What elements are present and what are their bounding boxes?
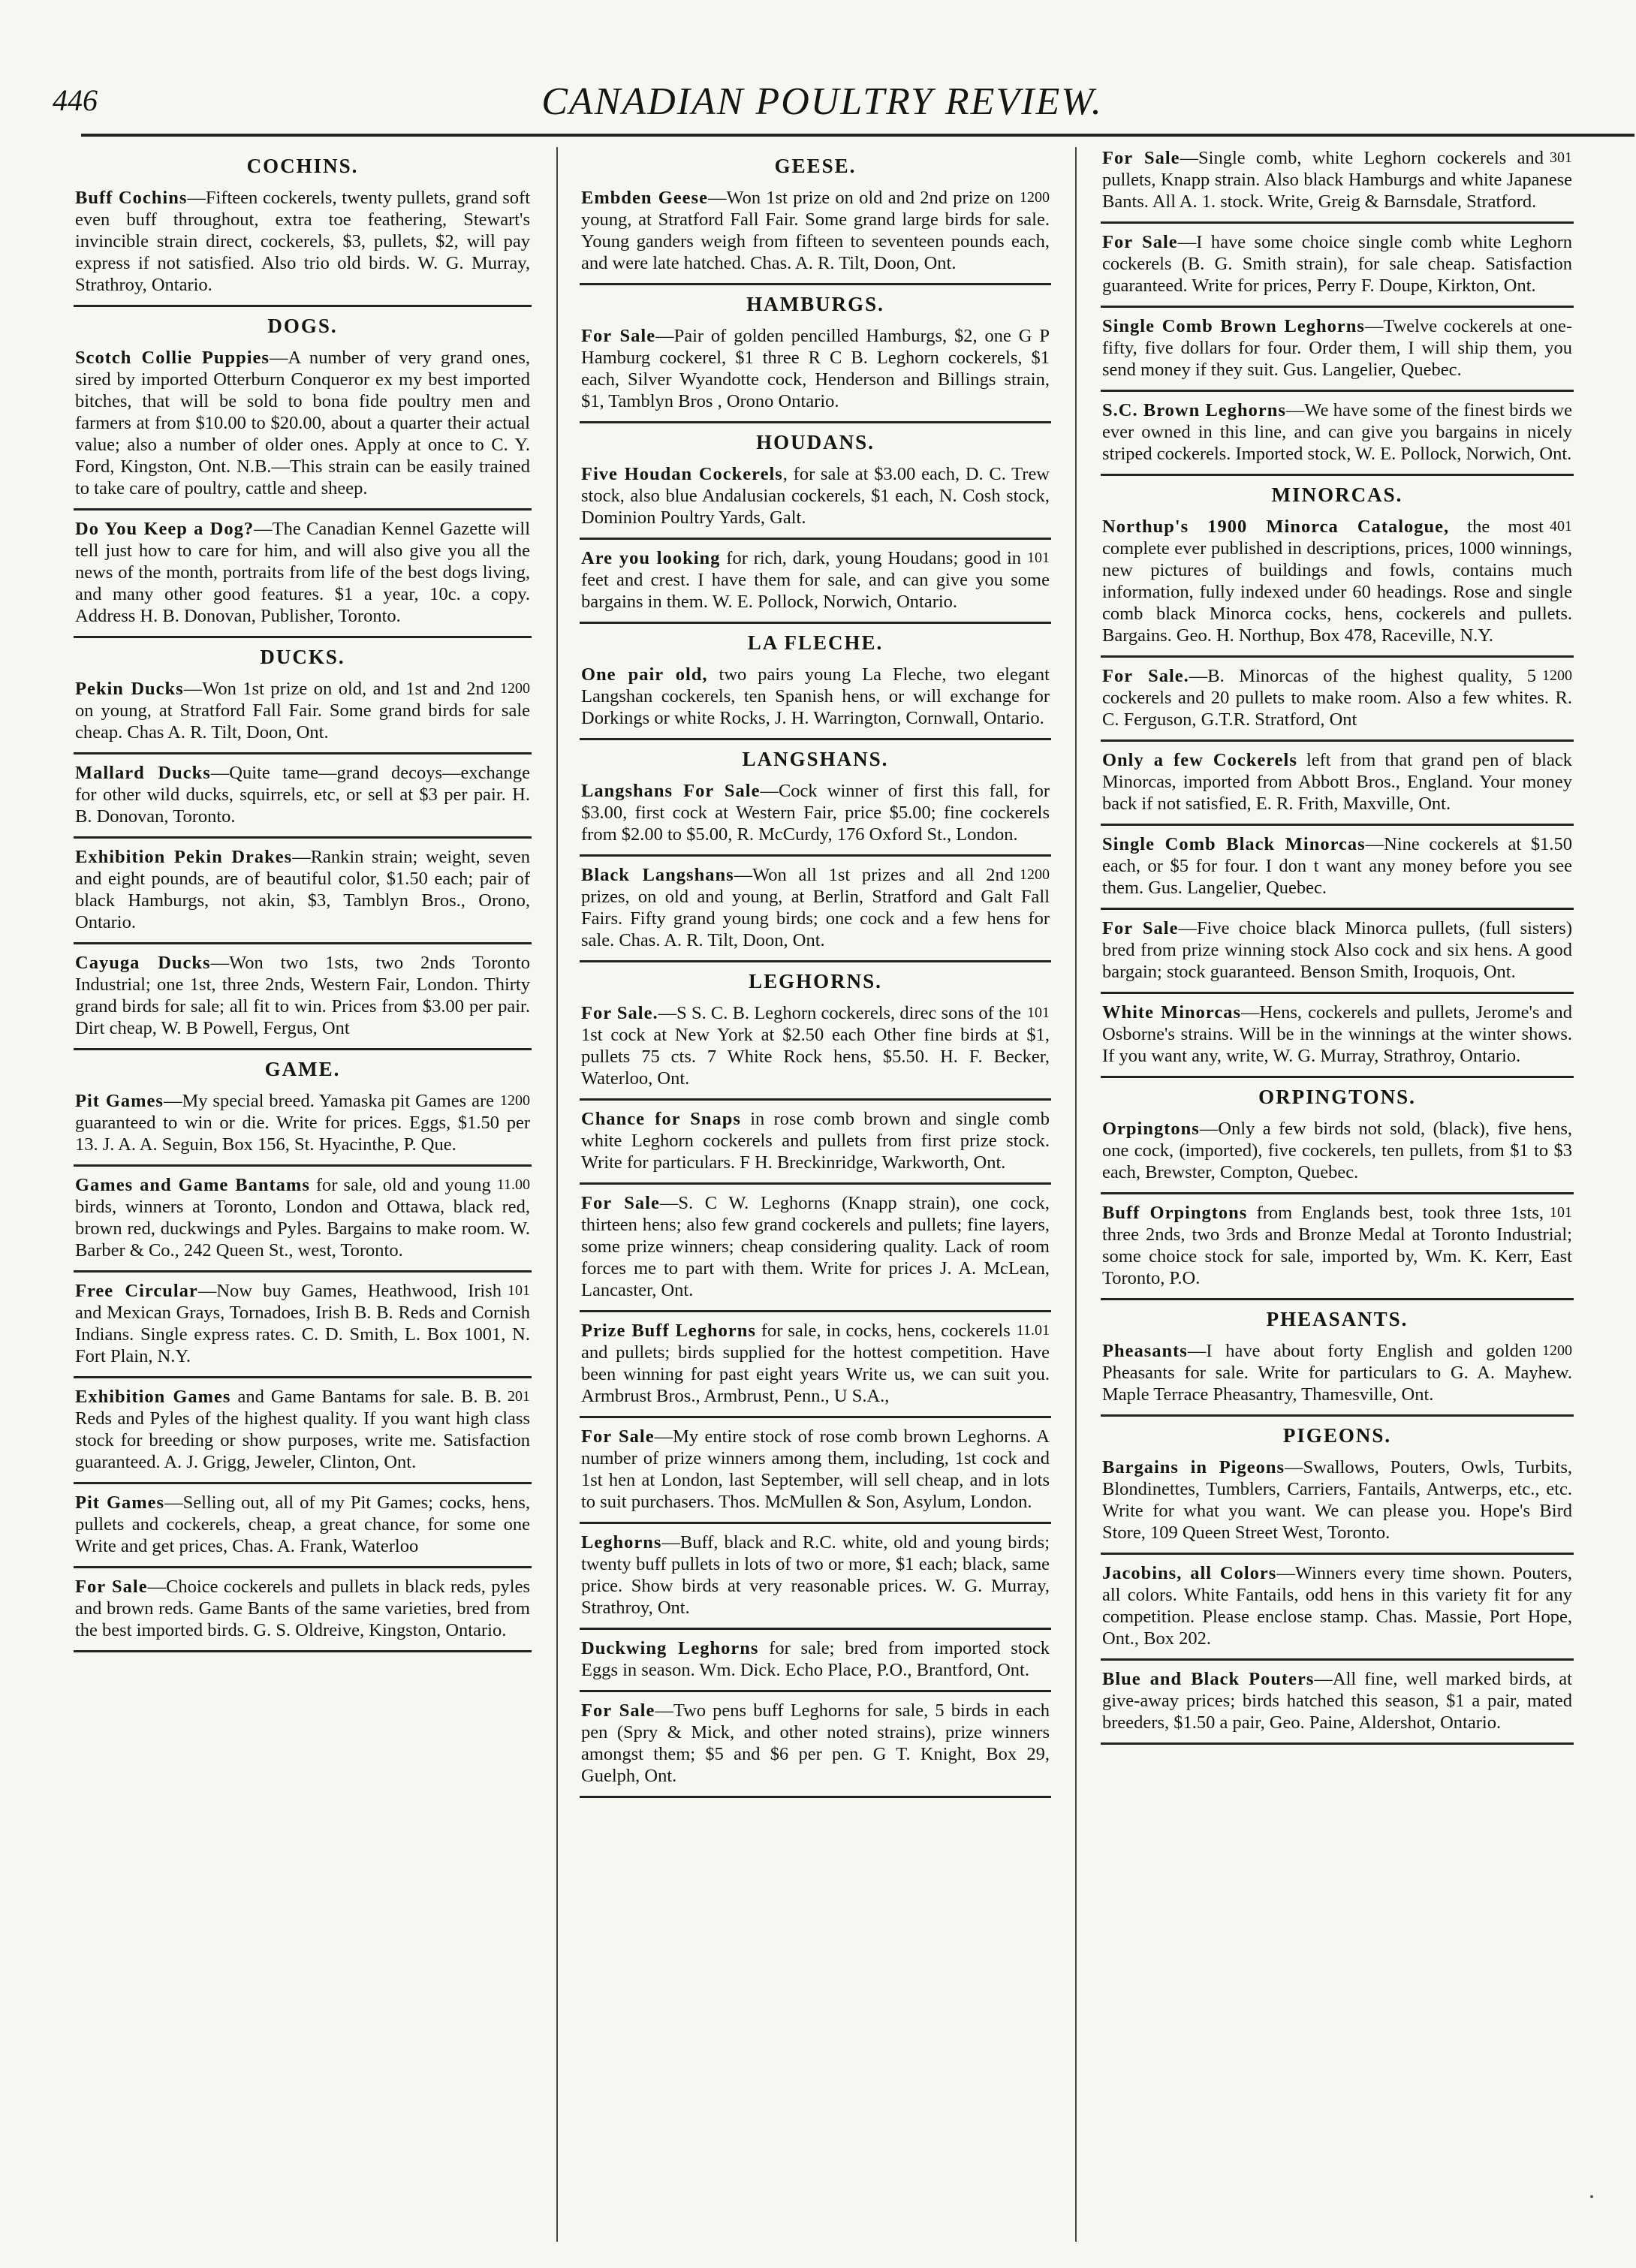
section-heading: DOGS.	[267, 315, 338, 337]
classified-ad	[74, 678, 532, 754]
ad-code: 101	[1550, 1204, 1572, 1221]
ad-title: Orpingtons	[1102, 1119, 1200, 1139]
ad-title: One pair old,	[581, 664, 708, 685]
classified-ad	[74, 1386, 532, 1484]
classified-ad	[580, 1108, 1051, 1185]
ad-title: Do You Keep a Dog?	[75, 519, 255, 539]
ad-title: Five Houdan Cockerels	[581, 464, 783, 484]
ad-code: 1200	[500, 680, 530, 697]
classified-ad	[74, 1174, 532, 1273]
ad-body: —Won two 1sts, two 2nds Toronto Industrial; one 1st, three 2nds, Western Fair, London. Thirty grand birds for sale; all fit to win. Prices from $3.00 per pair. Dirt cheap, W. B Powell, Fergus, Ont	[75, 953, 530, 1038]
ad-body: —Two pens buff Leghorns for sale, 5 birds in each pen (Spry & Mick, and other noted strains), prize winners amongst them; $5 and $6 per pen. G T. Knight, Box 29, Guelph, Ont.	[581, 1700, 1050, 1786]
ad-body: —Buff, black and R.C. white, old and young birds; twenty buff pullets in lots of two or more, $1 each; black, same price. Show birds at very reasonable prices. W. G. Murray, Strathroy, Ont.	[581, 1532, 1050, 1618]
ad-title: Chance for Snaps	[581, 1109, 741, 1129]
column-right	[1101, 147, 1574, 2249]
classified-ad	[1101, 516, 1574, 658]
ad-title: Mallard Ducks	[75, 763, 211, 783]
ad-body: from Englands best, took three 1sts, three 2nds, two 3rds and Bronze Medal at Toronto Industrial; some choice stock for sale, imported by, Wm. K. Kerr, East Toronto, P.O.	[1102, 1203, 1572, 1288]
ad-title: Exhibition Games	[75, 1387, 231, 1407]
classified-ad	[1101, 1456, 1574, 1555]
classified-ad	[1101, 147, 1574, 224]
column-left	[74, 147, 532, 2249]
classified-ad	[74, 762, 532, 839]
ad-body: —Winners every time shown. Pouters, all colors. White Fantails, odd hens in this variety fit for any competition. Please enclose stamp. Chas. Massie, Port Hope, Ont., Box 202.	[1102, 1563, 1572, 1649]
ad-title: Cayuga Ducks	[75, 953, 211, 973]
ad-body: —Quite tame—grand decoys—exchange for other wild ducks, squirrels, etc, or sell at $3 per pair. H. B. Donovan, Toronto.	[75, 763, 531, 827]
classified-ad	[1101, 1118, 1574, 1194]
ad-body: —The Canadian Kennel Gazette will tell just how to care for him, and will also give you all the news of the month, portraits from life of the best dogs living, and many other good features. $1 a year, 10c. a copy. Address H. B. Donovan, Publisher, Toronto.	[75, 519, 531, 626]
ad-title: Langshans For Sale	[581, 781, 761, 801]
ad-body: —Twelve cockerels at one-fifty, five dollars for four. Order them, I will ship them, you send money if they suit. Gus. Langelier, Quebec.	[1102, 316, 1572, 380]
classified-ad	[1101, 833, 1574, 910]
section-heading: LANGSHANS.	[742, 748, 889, 770]
ad-title: Black Langshans	[581, 865, 734, 885]
ad-title: Northup's 1900 Minorca Catalogue,	[1102, 517, 1450, 537]
classified-ad	[1101, 665, 1574, 742]
ad-body: —My special breed. Yamaska pit Games are guaranteed to win or die. Write for prices. Eggs, $1.50 per 13. J. A. A. Seguin, Box 156, St. Hyacinthe, P. Que.	[75, 1091, 530, 1155]
ad-body: —Nine cockerels at $1.50 each, or $5 for four. I don t want any money before you see them. Gus. Langelier, Quebec.	[1102, 834, 1572, 898]
ad-title: Pekin Ducks	[75, 679, 184, 699]
column-middle	[580, 147, 1051, 2249]
ad-code: 1200	[500, 1092, 530, 1109]
ad-title: Buff Cochins	[75, 188, 188, 208]
section-heading: LEGHORNS.	[749, 970, 882, 992]
ad-body: —Five choice black Minorca pullets, (full sisters) bred from prize winning stock Also cock and six hens. A good bargain; stock guaranteed. Benson Smith, Iroquois, Ont.	[1102, 918, 1572, 982]
ad-title: Pit Games	[75, 1492, 165, 1513]
classified-ad	[1101, 315, 1574, 392]
page-number: 446	[53, 83, 98, 117]
ad-body: for sale, old and young birds, winners at Toronto, London and Ottawa, black red, brown red, duckwings and Pyles. Bargains to make room. W. Barber & Co., 242 Queen St., west, Toronto.	[75, 1175, 530, 1261]
ad-code: 1200	[1020, 866, 1050, 883]
ad-body: —Now buy Games, Heathwood, Irish and Mexican Grays, Tornadoes, Irish B. B. Reds and Cornish Indians. Single express rates. C. D. Smith, L. Box 1001, N. Fort Plain, N.Y.	[75, 1281, 530, 1366]
ad-code: 101	[1027, 1004, 1050, 1021]
ad-body: for sale; bred from imported stock Eggs in season. Wm. Dick. Echo Place, P.O., Brantford, Ont.	[581, 1638, 1050, 1680]
classified-ad	[580, 1426, 1051, 1524]
ad-code: 11.01	[1016, 1322, 1050, 1339]
print-speck	[1590, 2195, 1593, 2198]
classified-ad	[74, 1090, 532, 1167]
classified-ad	[74, 1576, 532, 1652]
classified-ad	[580, 1700, 1051, 1798]
classified-ad	[74, 187, 532, 307]
ad-body: —My entire stock of rose comb brown Leghorns. A number of prize winners among them, including, 1st cock and 1st hen at London, last September, will sell cheap, and in lots to suit purchasers. Thos. McMullen & Son, Asylum, London.	[581, 1426, 1050, 1512]
ad-title: Blue and Black Pouters	[1102, 1669, 1315, 1689]
section-heading: COCHINS.	[246, 155, 359, 177]
page-header	[53, 74, 1592, 134]
ad-title: Pheasants	[1102, 1341, 1188, 1361]
classified-ad	[74, 846, 532, 944]
classified-ad	[1101, 399, 1574, 476]
ad-body: for sale, in cocks, hens, cockerels and pullets; birds supplied for the hottest competition. Have been winning for past eight years Write us, we can suit you. Armbrust Bros., Armbrust, Penn., U S.A.,	[581, 1321, 1050, 1406]
ad-body: —Choice cockerels and pullets in black reds, pyles and brown reds. Game Bants of the same varieties, bred from the best imported birds. G. S. Oldreive, Kingston, Ontario.	[75, 1577, 530, 1640]
ad-code: 201	[508, 1388, 530, 1405]
header-rule	[81, 134, 1634, 137]
ad-body: left from that grand pen of black Minorcas, imported from Abbott Bros., England. Your money back if not satisfied, E. R. Frith, Maxville, Ont.	[1102, 750, 1572, 814]
ad-body: —Pair of golden pencilled Hamburgs, $2, one G P Hamburg cockerel, $1 three R C B. Leghorn cockerels, $1 each, Silver Wyandotte cock, Henderson and Billings strain, $1, Tamblyn Bros , Orono Ontario.	[581, 326, 1050, 411]
classified-ad	[580, 1532, 1051, 1630]
ad-body: —A number of very grand ones, sired by imported Otterburn Conqueror ex my best imported bitches, that will be sold to bona fide poultry men and farmers at from $10.00 to $20.00, about a quarter their actual value; also a number of older ones. Apply at once to C. Y. Ford, Kingston, Ont. N.B.—This strain can be easily trained to take care of poultry, cattle and sheep.	[75, 348, 530, 498]
ad-title: Bargains in Pigeons	[1102, 1457, 1285, 1477]
ad-body: for rich, dark, young Houdans; good in feet and crest. I have them for sale, and can give you some bargains in them. W. E. Pollock, Norwich, Ontario.	[581, 548, 1050, 612]
ad-code: 101	[1027, 550, 1050, 566]
ad-body: —S S. C. B. Leghorn cockerels, direc sons of the 1st cock at New York at $2.50 each Other fine birds at $1, pullets 75 cts. 7 White Rock hens, $5.50. H. F. Becker, Waterloo, Ont.	[581, 1003, 1050, 1089]
classified-ad	[580, 664, 1051, 740]
classified-ad	[580, 1637, 1051, 1692]
ad-title: For Sale	[1102, 918, 1179, 938]
ad-body: , for sale at $3.00 each, D. C. Trew stock, also blue Andalusian cockerels, $1 each, N. Cosh stock, Dominion Poultry Yards, Galt.	[581, 464, 1050, 528]
ad-code: 301	[1550, 149, 1572, 166]
section-heading: GEESE.	[774, 155, 857, 177]
section-heading: LA FLECHE.	[747, 631, 884, 654]
ad-body: —Won 1st prize on old and 2nd prize on young, at Stratford Fall Fair. Some grand large birds for sale. Young ganders weigh from fifteen to seventeen pounds each, and were late hatched. Chas. A. R. Tilt, Doon, Ont.	[581, 188, 1050, 273]
ad-title: Embden Geese	[581, 188, 708, 208]
ad-code: 1200	[1542, 1342, 1572, 1359]
ad-title: For Sale	[581, 1193, 660, 1213]
ad-title: Single Comb Black Minorcas	[1102, 834, 1366, 854]
page-title: CANADIAN POULTRY REVIEW.	[541, 80, 1103, 123]
ad-body: in rose comb brown and single comb white Leghorn cockerels and pullets from first prize stock. Write for particulars. F H. Breckinridge, Warkworth, Ont.	[581, 1109, 1050, 1173]
ad-body: —Fifteen cockerels, twenty pullets, grand soft even buff throughout, extra toe feathering, Stewart's invincible strain direct, cockerels, $3, pullets, $2, will pay express if not satisfied. Also trio old birds. W. G. Murray, Strathroy, Ontario.	[75, 188, 531, 295]
classified-ad	[1101, 1202, 1574, 1300]
classified-ad	[1101, 1340, 1574, 1417]
ad-body: the most complete ever published in descriptions, prices, 1000 winnings, new pictures of buildings and fowls, contains much information, fully indexed under 60 headings. Rose and single comb black Minorca cocks, hens, cockerels and pullets. Bargains. Geo. H. Northup, Box 478, Raceville, N.Y.	[1102, 517, 1572, 646]
ad-code: 101	[508, 1282, 530, 1299]
ad-title: Games and Game Bantams	[75, 1175, 310, 1195]
classified-ad	[580, 325, 1051, 423]
ad-body: —Won 1st prize on old, and 1st and 2nd on young, at Stratford Fall Fair. Some grand birds for sale cheap. Chas A. R. Tilt, Doon, Ont.	[75, 679, 530, 742]
ad-title: For Sale	[581, 1700, 655, 1721]
ad-title: For Sale	[1102, 148, 1180, 168]
ad-title: For Sale	[1102, 232, 1178, 252]
classified-ad	[74, 1492, 532, 1568]
ad-title: Single Comb Brown Leghorns	[1102, 316, 1365, 336]
classified-ad	[580, 1002, 1051, 1101]
section-heading: DUCKS.	[260, 646, 345, 668]
ad-body: —B. Minorcas of the highest quality, 5 cockerels and 20 pullets to make room. Also a few whites. R. C. Ferguson, G.T.R. Stratford, Ont	[1102, 666, 1572, 730]
classified-ad	[1101, 231, 1574, 308]
ad-title: For Sale.	[581, 1003, 658, 1023]
classified-ad	[580, 864, 1051, 962]
section-heading: ORPINGTONS.	[1258, 1086, 1416, 1108]
classified-ad	[1101, 1001, 1574, 1078]
classified-ad	[580, 780, 1051, 857]
classified-ad	[74, 952, 532, 1050]
ad-code: 1200	[1542, 667, 1572, 684]
ad-body: and Game Bantams for sale. B. B. Reds and Pyles of the highest quality. If you want high class stock for breeding or show purposes, write me. Satisfaction guaranteed. A. J. Grigg, Jeweler, Clinton, Ont.	[75, 1387, 530, 1472]
ad-body: —Hens, cockerels and pullets, Jerome's and Osborne's strains. Will be in the winnings at the winter shows. If you want any, write, W. G. Murray, Strathroy, Ontario.	[1102, 1002, 1572, 1066]
ad-body: —Cock winner of first this fall, for $3.00, first cock at Western Fair, price $5.00; fine cockerels from $2.00 to $5.00, R. McCurdy, 176 Oxford St., London.	[581, 781, 1050, 845]
ad-title: Are you looking	[581, 548, 721, 568]
classified-ad	[1101, 749, 1574, 826]
column-divider	[556, 147, 558, 2242]
ad-title: Scotch Collie Puppies	[75, 348, 270, 368]
ad-body: —Won all 1st prizes and all 2nd prizes, on old and young, at Berlin, Stratford and Galt Fall Fairs. Fifty grand young birds; one cock and a few hens for sale. Chas. A. R. Tilt, Doon, Ont.	[581, 865, 1050, 950]
classified-ad	[580, 463, 1051, 540]
classified-ad	[74, 1280, 532, 1378]
ad-title: For Sale	[75, 1577, 148, 1597]
section-heading: PHEASANTS.	[1266, 1308, 1409, 1330]
classified-ad	[1101, 1668, 1574, 1745]
ad-body: —S. C W. Leghorns (Knapp strain), one cock, thirteen hens; also few grand cockerels and pullets; fine layers, some prize winners; cheap considering quality. Lack of room forces me to part with them. Write for prices J. A. McLean, Lancaster, Ont.	[581, 1193, 1050, 1300]
section-heading: PIGEONS.	[1282, 1424, 1392, 1447]
ad-title: White Minorcas	[1102, 1002, 1241, 1023]
ad-title: Prize Buff Leghorns	[581, 1321, 756, 1341]
section-heading: HOUDANS.	[756, 431, 875, 453]
ad-body: —Swallows, Pouters, Owls, Turbits, Blondinettes, Tumblers, Carriers, Fantails, Antwerps, etc., etc. Write for what you want. We can please you. Hope's Bird Store, 109 Queen Street West, Toronto.	[1102, 1457, 1572, 1543]
ad-title: Only a few Cockerels	[1102, 750, 1297, 770]
section-heading: GAME.	[264, 1058, 341, 1080]
classified-ad	[74, 518, 532, 638]
section-heading: MINORCAS.	[1271, 483, 1403, 506]
ad-title: Free Circular	[75, 1281, 198, 1301]
ad-title: For Sale	[581, 326, 656, 346]
ad-code: 1200	[1020, 189, 1050, 206]
ad-body: —Only a few birds not sold, (black), five hens, one cock, (imported), five cockerels, ten pullets, from $1 to $3 each, Brewster, Compton, Quebec.	[1102, 1119, 1572, 1182]
classified-ad	[74, 347, 532, 511]
classified-ad	[580, 187, 1051, 285]
ad-title: S.C. Brown Leghorns	[1102, 400, 1286, 420]
classified-ad	[1101, 1562, 1574, 1661]
ad-title: Jacobins, all Colors	[1102, 1563, 1277, 1583]
ad-code: 11.00	[496, 1176, 530, 1193]
ad-body: —Rankin strain; weight, seven and eight pounds, are of beautiful color, $1.50 each; pair of black Hamburgs, not akin, $3, Tamblyn Bros., Orono, Ontario.	[75, 847, 530, 932]
ad-body: —Selling out, all of my Pit Games; cocks, hens, pullets and cockerels, cheap, a great chance, for some one Write and get prices, Chas. A. Frank, Waterloo	[75, 1492, 531, 1556]
ad-title: Leghorns	[581, 1532, 662, 1553]
classified-ad	[1101, 917, 1574, 994]
ad-body: —I have some choice single comb white Leghorn cockerels (B. G. Smith strain), for sale cheap. Satisfaction guaranteed. Write for prices, Perry F. Doupe, Kirkton, Ont.	[1102, 232, 1572, 296]
section-heading: HAMBURGS.	[746, 293, 884, 315]
ad-title: Pit Games	[75, 1091, 164, 1111]
ad-title: For Sale	[581, 1426, 655, 1447]
ad-body: —All fine, well marked birds, at give-away prices; birds hatched this season, $1 a pair, mated breeders, $1.50 a pair, Geo. Paine, Aldershot, Ontario.	[1102, 1669, 1572, 1733]
classified-ad	[580, 1192, 1051, 1312]
ad-body: —We have some of the finest birds we ever owned in this line, and can give you bargains in nicely striped cockerels. Imported stock, W. E. Pollock, Norwich, Ont.	[1102, 400, 1572, 464]
ad-title: Buff Orpingtons	[1102, 1203, 1248, 1223]
ad-body: —Single comb, white Leghorn cockerels and pullets, Knapp strain. Also black Hamburgs and white Japanese Bants. All A. 1. stock. Write, Greig & Barnsdale, Stratford.	[1102, 148, 1572, 212]
ad-code: 401	[1550, 518, 1572, 535]
ad-body: —I have about forty English and golden Pheasants for sale. Write for particulars to G. A. Mayhew. Maple Terrace Pheasantry, Thamesville, Ont.	[1102, 1341, 1572, 1405]
classified-ad	[580, 547, 1051, 624]
ad-title: For Sale.	[1102, 666, 1189, 686]
ad-title: Duckwing Leghorns	[581, 1638, 759, 1658]
classified-ad	[580, 1320, 1051, 1418]
column-divider	[1075, 147, 1077, 2242]
ad-body: two pairs young La Fleche, two elegant Langshan cockerels, ten Spanish hens, or will exchange for Dorkings or white Rocks, J. H. Warrington, Cornwall, Ontario.	[581, 664, 1050, 728]
ad-title: Exhibition Pekin Drakes	[75, 847, 293, 867]
